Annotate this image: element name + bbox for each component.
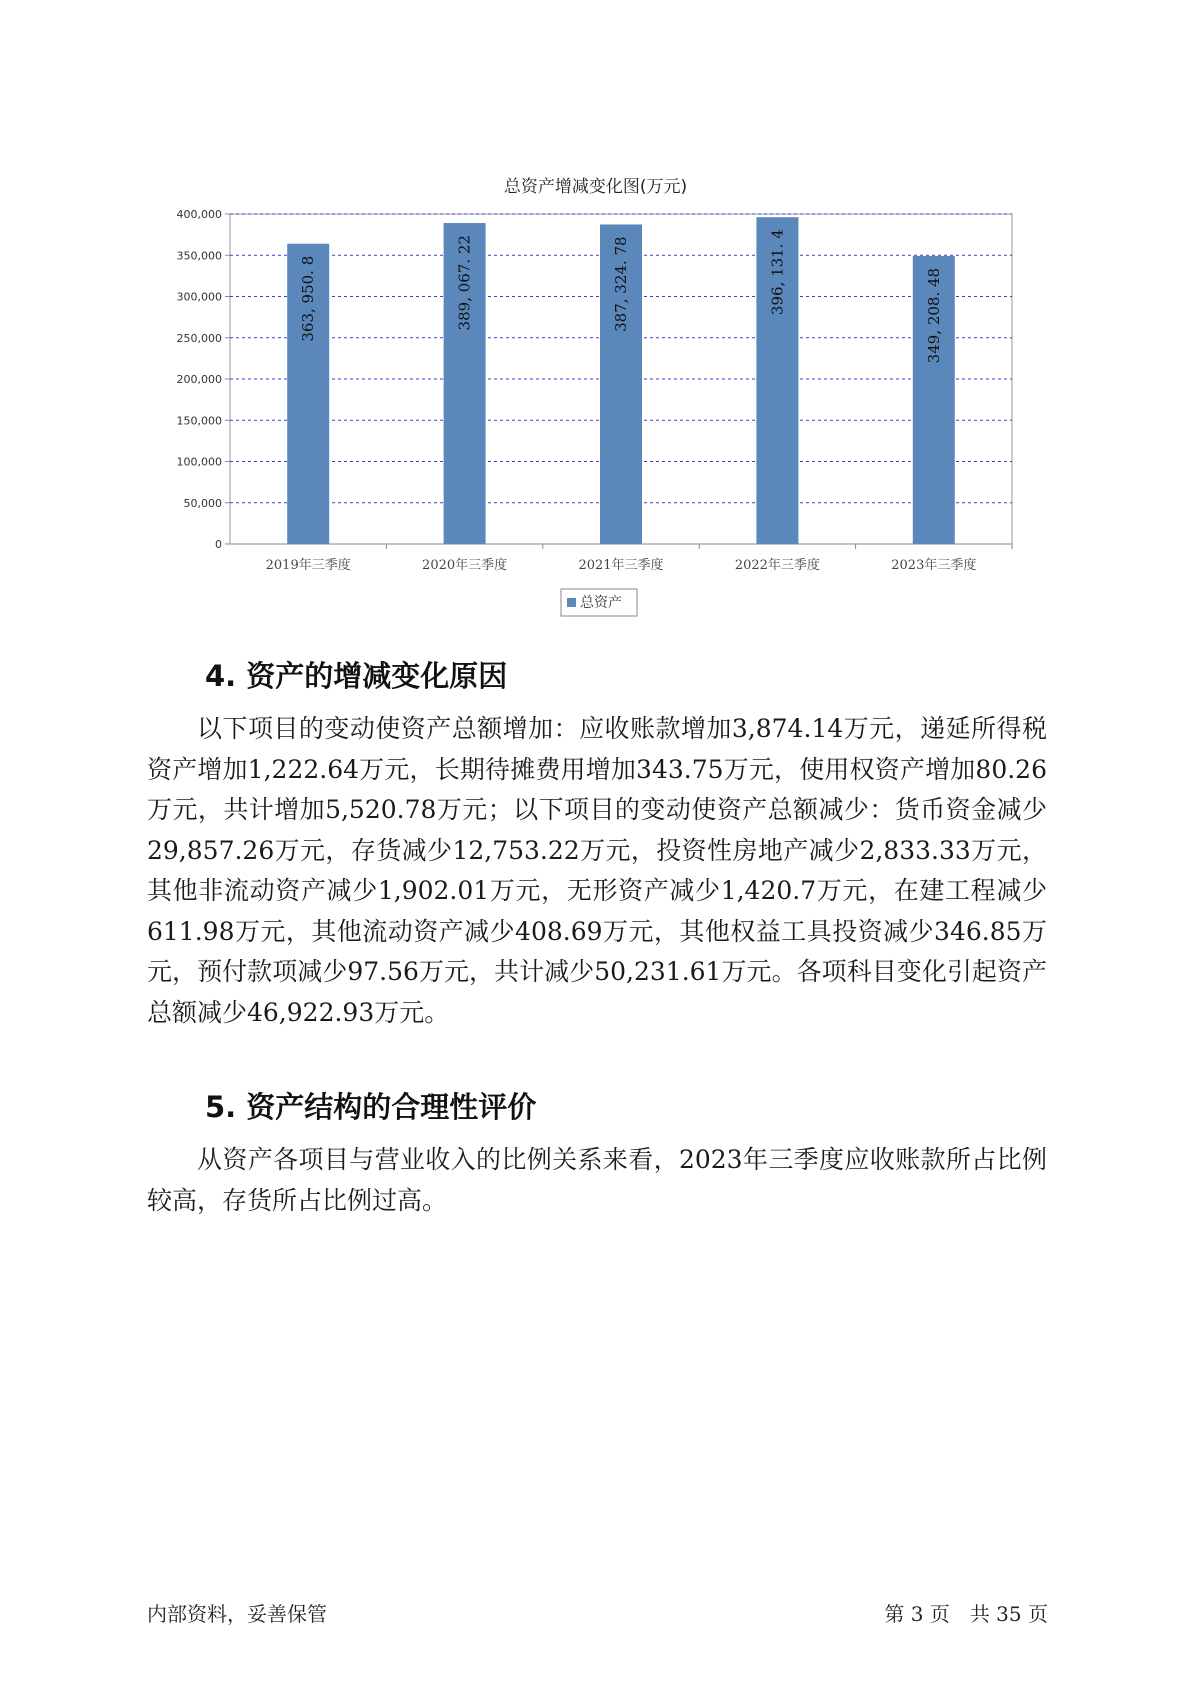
- x-tick-label: 2019年三季度: [265, 558, 351, 573]
- x-tick-label: 2022年三季度: [734, 558, 820, 573]
- total-assets-bar-chart: [0, 0, 1191, 640]
- chart-title: 总资产增减变化图(万元): [503, 177, 688, 197]
- footer-confidential-note: 内部资料，妥善保管: [147, 1602, 327, 1626]
- bar-value-label: 396, 131. 4: [768, 229, 787, 316]
- y-tick-label: 300,000: [176, 290, 222, 304]
- bar-value-label: 389, 067. 22: [455, 235, 474, 331]
- bar-value-label: 349, 208. 48: [924, 267, 943, 364]
- y-tick-label: 250,000: [176, 331, 222, 345]
- y-tick-label: 150,000: [176, 414, 222, 428]
- y-tick-label: 100,000: [176, 455, 222, 469]
- section-5-heading: 5. 资产结构的合理性评价: [205, 1090, 537, 1124]
- section-4-heading: 4. 资产的增减变化原因: [205, 659, 508, 693]
- x-tick-label: 2023年三季度: [891, 558, 977, 573]
- y-tick-label: 50,000: [183, 496, 222, 510]
- y-tick-label: 350,000: [176, 249, 222, 263]
- y-tick-label: 0: [215, 538, 222, 551]
- bar-value-label: 387, 324. 78: [612, 236, 630, 332]
- footer-page-number: 第 3 页 共 35 页: [884, 1602, 1048, 1626]
- bar-value-label: 363, 950. 8: [299, 255, 318, 342]
- legend-swatch: [567, 598, 576, 607]
- section-5-paragraph: 从资产各项目与营业收入的比例关系来看，2023年三季度应收账款所占比例较高，存货所占比例过高。: [147, 1145, 1047, 1215]
- x-tick-label: 2021年三季度: [578, 558, 664, 573]
- x-tick-label: 2020年三季度: [422, 558, 508, 573]
- y-tick-label: 400,000: [176, 208, 222, 221]
- y-tick-label: 200,000: [176, 373, 222, 386]
- legend-label: 总资产: [580, 595, 622, 611]
- section-4-paragraph: 以下项目的变动使资产总额增加：应收账款增加3,874.14万元，递延所得税资产增加1,222.64万元，长期待摊费用增加343.75万元，使用权资产增加80.26万元，共计增加5,520.78万元；以下项目的变动使资产总额减少：货币资金减少29,857.26万元，存货减少12,753.22万元，投资性房地产减少2,833.33万元，其他非流动资产减少1,902.01万元，无形资产减少1,420.7万元，在建工程减少611.98万元，其他流动资产减少408.69万元，其他权益工具投资减少346.85万元，预付款项减少97.56万元，共计减少50,231.61万元。各项科目变化引起资产总额减少46,922.93万元。: [147, 714, 1047, 1027]
